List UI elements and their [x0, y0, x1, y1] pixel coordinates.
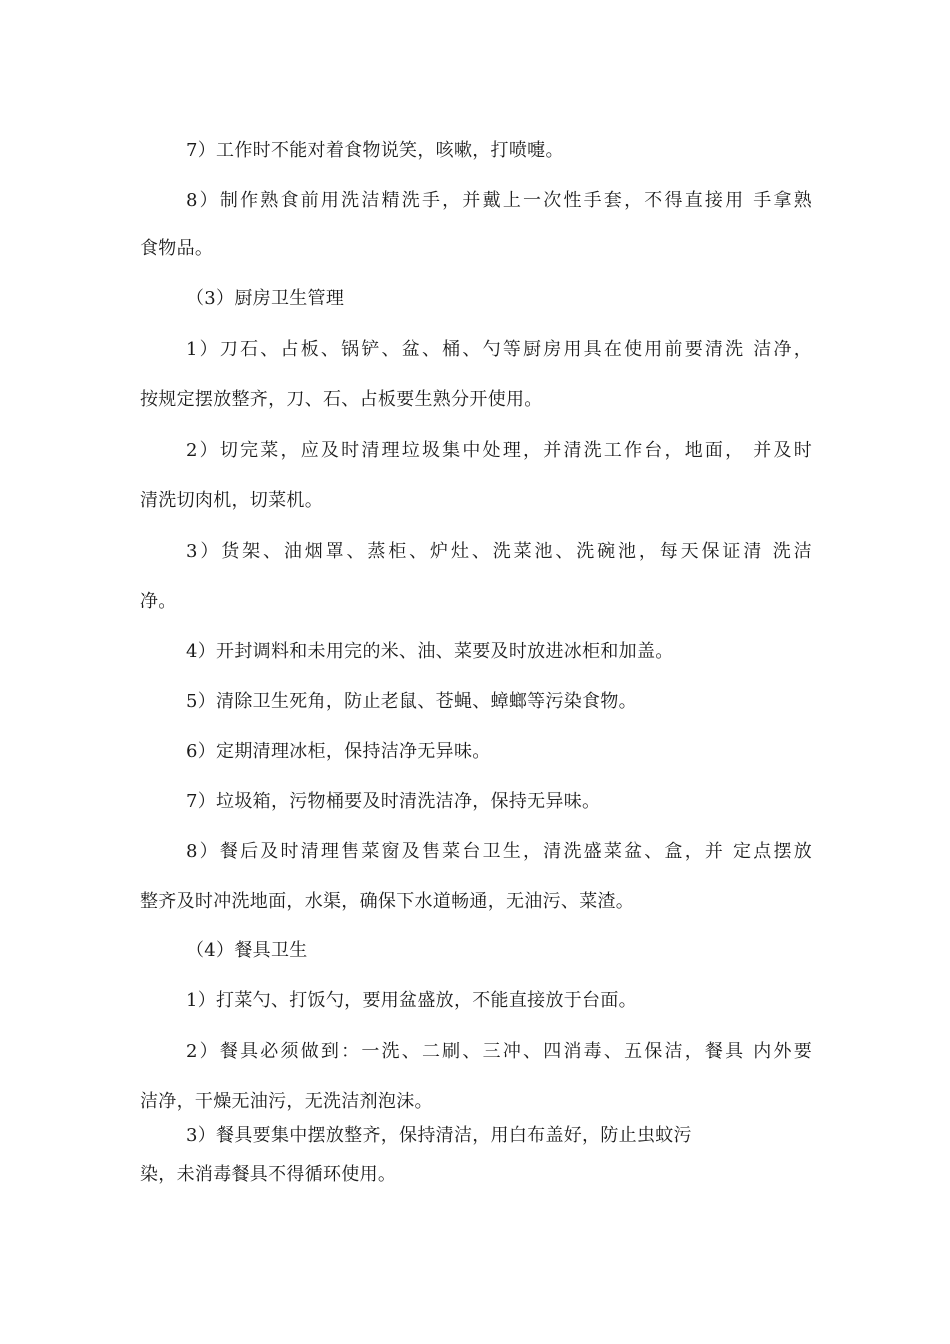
kitchen-rule-7: 7）垃圾箱，污物桶要及时清洗洁净，保持无异味。: [186, 791, 601, 812]
kitchen-rule-3-line-2: 净。: [140, 591, 177, 612]
tableware-rule-2-line-1: 2）餐具必须做到：一洗、二刷、三冲、四消毒、五保洁，餐具 内外要: [186, 1041, 812, 1062]
kitchen-rule-1-line-1: 1）刀石、占板、锅铲、盆、桶、勺等厨房用具在使用前要清洗 洁净，: [186, 339, 812, 360]
tableware-rule-3-line-1: 3）餐具要集中摆放整齐，保持清洁，用白布盖好，防止虫蚊污: [186, 1125, 692, 1146]
section-3-heading: （3）厨房卫生管理: [186, 288, 345, 309]
kitchen-rule-2-line-1: 2）切完菜，应及时清理垃圾集中处理，并清洗工作台，地面， 并及时: [186, 440, 812, 461]
kitchen-rule-5: 5）清除卫生死角，防止老鼠、苍蝇、蟑螂等污染食物。: [186, 691, 637, 712]
kitchen-rule-4: 4）开封调料和未用完的米、油、菜要及时放进冰柜和加盖。: [186, 641, 674, 662]
kitchen-rule-8-line-2: 整齐及时冲洗地面，水渠，确保下水道畅通，无油污、菜渣。: [140, 891, 635, 912]
kitchen-rule-2-line-2: 清洗切肉机，切菜机。: [140, 490, 323, 511]
section-4-heading: （4）餐具卫生: [186, 940, 308, 961]
tableware-rule-2-line-2: 洁净，干燥无油污，无洗洁剂泡沫。: [140, 1091, 433, 1112]
rule-7-no-talking: 7）工作时不能对着食物说笑，咳嗽，打喷嚏。: [186, 140, 564, 161]
rule-8-gloves-line-1: 8）制作熟食前用洗洁精洗手，并戴上一次性手套，不得直接用 手拿熟: [186, 190, 812, 211]
rule-8-gloves-line-2: 食物品。: [140, 238, 214, 259]
tableware-rule-1: 1）打菜勺、打饭勺，要用盆盛放，不能直接放于台面。: [186, 990, 637, 1011]
kitchen-rule-3-line-1: 3）货架、油烟罩、蒸柜、炉灶、洗菜池、洗碗池，每天保证清 洗洁: [186, 541, 812, 562]
kitchen-rule-8-line-1: 8）餐后及时清理售菜窗及售菜台卫生，清洗盛菜盆、盒，并 定点摆放: [186, 841, 812, 862]
kitchen-rule-1-line-2: 按规定摆放整齐，刀、石、占板要生熟分开使用。: [140, 389, 543, 410]
tableware-rule-3-line-2: 染，未消毒餐具不得循环使用。: [140, 1164, 397, 1185]
kitchen-rule-6: 6）定期清理冰柜，保持洁净无异味。: [186, 741, 491, 762]
